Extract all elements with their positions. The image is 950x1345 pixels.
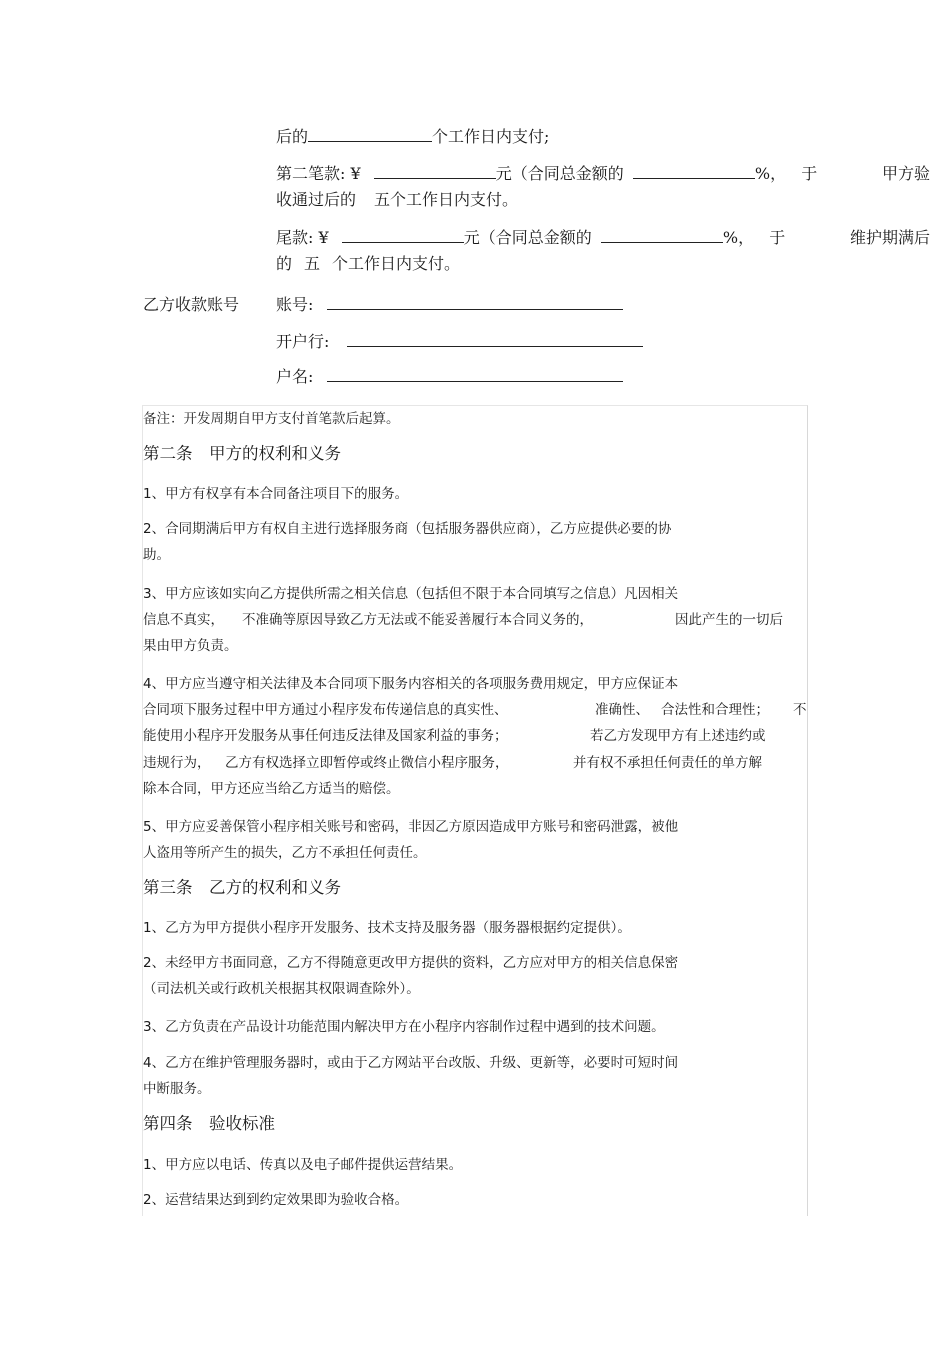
payment-text: 五个工作日内支付。 xyxy=(374,190,519,209)
payment-text: 甲方验 xyxy=(881,164,930,183)
blank-field xyxy=(633,164,755,179)
paragraph: 人盗用等所产生的损失，乙方不承担任何责任。 xyxy=(143,845,427,861)
account-name-label: 户名: xyxy=(276,367,314,386)
currency-symbol: ¥ xyxy=(350,164,361,183)
payment-text: 五 xyxy=(304,254,321,273)
account-number-label: 账号: xyxy=(276,295,314,314)
payment-text: 的 xyxy=(276,254,293,273)
paragraph: 3、甲方应该如实向乙方提供所需之相关信息（包括但不限于本合同填写之信息）凡因相关 xyxy=(143,586,679,602)
paragraph: 1、甲方有权享有本合同备注项目下的服务。 xyxy=(143,486,409,502)
text-segment: 并有权不承担任何责任的单方解 xyxy=(573,755,762,771)
text-segment: 若乙方发现甲方有上述违约或 xyxy=(590,728,766,744)
article-2-heading: 第二条 甲方的权利和义务 xyxy=(143,444,341,463)
payment-text: 个工作日内支付。 xyxy=(332,254,461,273)
payment-line-1 xyxy=(276,124,549,147)
paragraph: 4、乙方在维护管理服务器时，或由于乙方网站平台改版、升级、更新等，必要时可短时间 xyxy=(143,1055,679,1071)
account-name-field xyxy=(327,367,623,382)
text-segment: 乙方有权选择立即暂停或终止微信小程序服务， xyxy=(225,755,509,771)
final-payment-label: 尾款: xyxy=(276,228,314,247)
article-3-heading: 第三条 乙方的权利和义务 xyxy=(143,878,341,897)
payment-text: 元（合同总金额的 xyxy=(495,164,624,183)
paragraph: 2、合同期满后甲方有权自主进行选择服务商（包括服务器供应商），乙方应提供必要的协 xyxy=(143,521,672,537)
bank-label: 开户行: xyxy=(276,332,330,351)
payment-text: 元（合同总金额的 xyxy=(463,228,592,247)
bank-row xyxy=(276,329,643,352)
blank-field xyxy=(308,127,432,142)
payment-text: 收通过后的 xyxy=(276,190,357,209)
blank-field xyxy=(342,228,464,243)
paragraph: 2、未经甲方书面同意，乙方不得随意更改甲方提供的资料，乙方应对甲方的相关信息保密 xyxy=(143,955,679,971)
payment-line-3 xyxy=(276,187,518,210)
paragraph: （司法机关或行政机关根据其权限调查除外）。 xyxy=(143,981,420,997)
blank-field xyxy=(601,228,723,243)
text-segment: 信息不真实， xyxy=(143,612,224,628)
text-segment: 准确性、 xyxy=(595,702,649,718)
text-segment: 合同项下服务过程中甲方通过小程序发布传递信息的真实性、 xyxy=(143,702,508,718)
account-number-row xyxy=(276,292,623,315)
paragraph: 2、运营结果达到到约定效果即为验收合格。 xyxy=(143,1192,409,1208)
paragraph: 1、乙方为甲方提供小程序开发服务、技术支持及服务器（服务器根据约定提供）。 xyxy=(143,920,631,936)
bank-field xyxy=(347,332,643,347)
payment-text: 个工作日内支付; xyxy=(432,127,550,146)
payment-text: 维护期满后 xyxy=(849,228,930,247)
payment-text: 后的 xyxy=(276,127,309,146)
text-segment: 不准确等原因导致乙方无法或不能妥善履行本合同义务的， xyxy=(242,612,593,628)
payment-line-5 xyxy=(276,251,460,274)
paragraph: 果由甲方负责。 xyxy=(143,638,238,654)
second-payment-label: 第二笔款: xyxy=(276,164,346,183)
paragraph: 5、甲方应妥善保管小程序相关账号和密码，非因乙方原因造成甲方账号和密码泄露，被他 xyxy=(143,819,679,835)
paragraph: 助。 xyxy=(143,547,170,563)
payment-text: 于 xyxy=(769,228,786,247)
paragraph: 1、甲方应以电话、传真以及电子邮件提供运营结果。 xyxy=(143,1157,463,1173)
text-segment: 因此产生的一切后 xyxy=(675,612,783,628)
account-number-field xyxy=(327,295,623,310)
note: 备注：开发周期自甲方支付首笔款后起算。 xyxy=(143,411,400,427)
percent-text: %， xyxy=(722,228,755,247)
text-segment: 能使用小程序开发服务从事任何违反法律及国家利益的事务； xyxy=(143,728,508,744)
paragraph: 除本合同，甲方还应当给乙方适当的赔偿。 xyxy=(143,781,400,797)
account-title: 乙方收款账号 xyxy=(143,295,240,314)
payment-line-4 xyxy=(276,225,930,248)
paragraph: 中断服务。 xyxy=(143,1081,211,1097)
percent-text: %， xyxy=(754,164,787,183)
article-4-heading: 第四条 验收标准 xyxy=(143,1114,275,1133)
text-segment: 不 xyxy=(793,702,807,718)
payment-line-2 xyxy=(276,161,930,184)
blank-field xyxy=(374,164,496,179)
text-segment: 违规行为， xyxy=(143,755,211,771)
payment-text: 于 xyxy=(801,164,818,183)
currency-symbol: ¥ xyxy=(318,228,329,247)
account-name-row xyxy=(276,364,623,387)
paragraph: 4、甲方应当遵守相关法律及本合同项下服务内容相关的各项服务费用规定，甲方应保证本 xyxy=(143,676,679,692)
paragraph: 3、乙方负责在产品设计功能范围内解决甲方在小程序内容制作过程中遇到的技术问题。 xyxy=(143,1019,665,1035)
text-segment: 合法性和合理性； xyxy=(661,702,769,718)
